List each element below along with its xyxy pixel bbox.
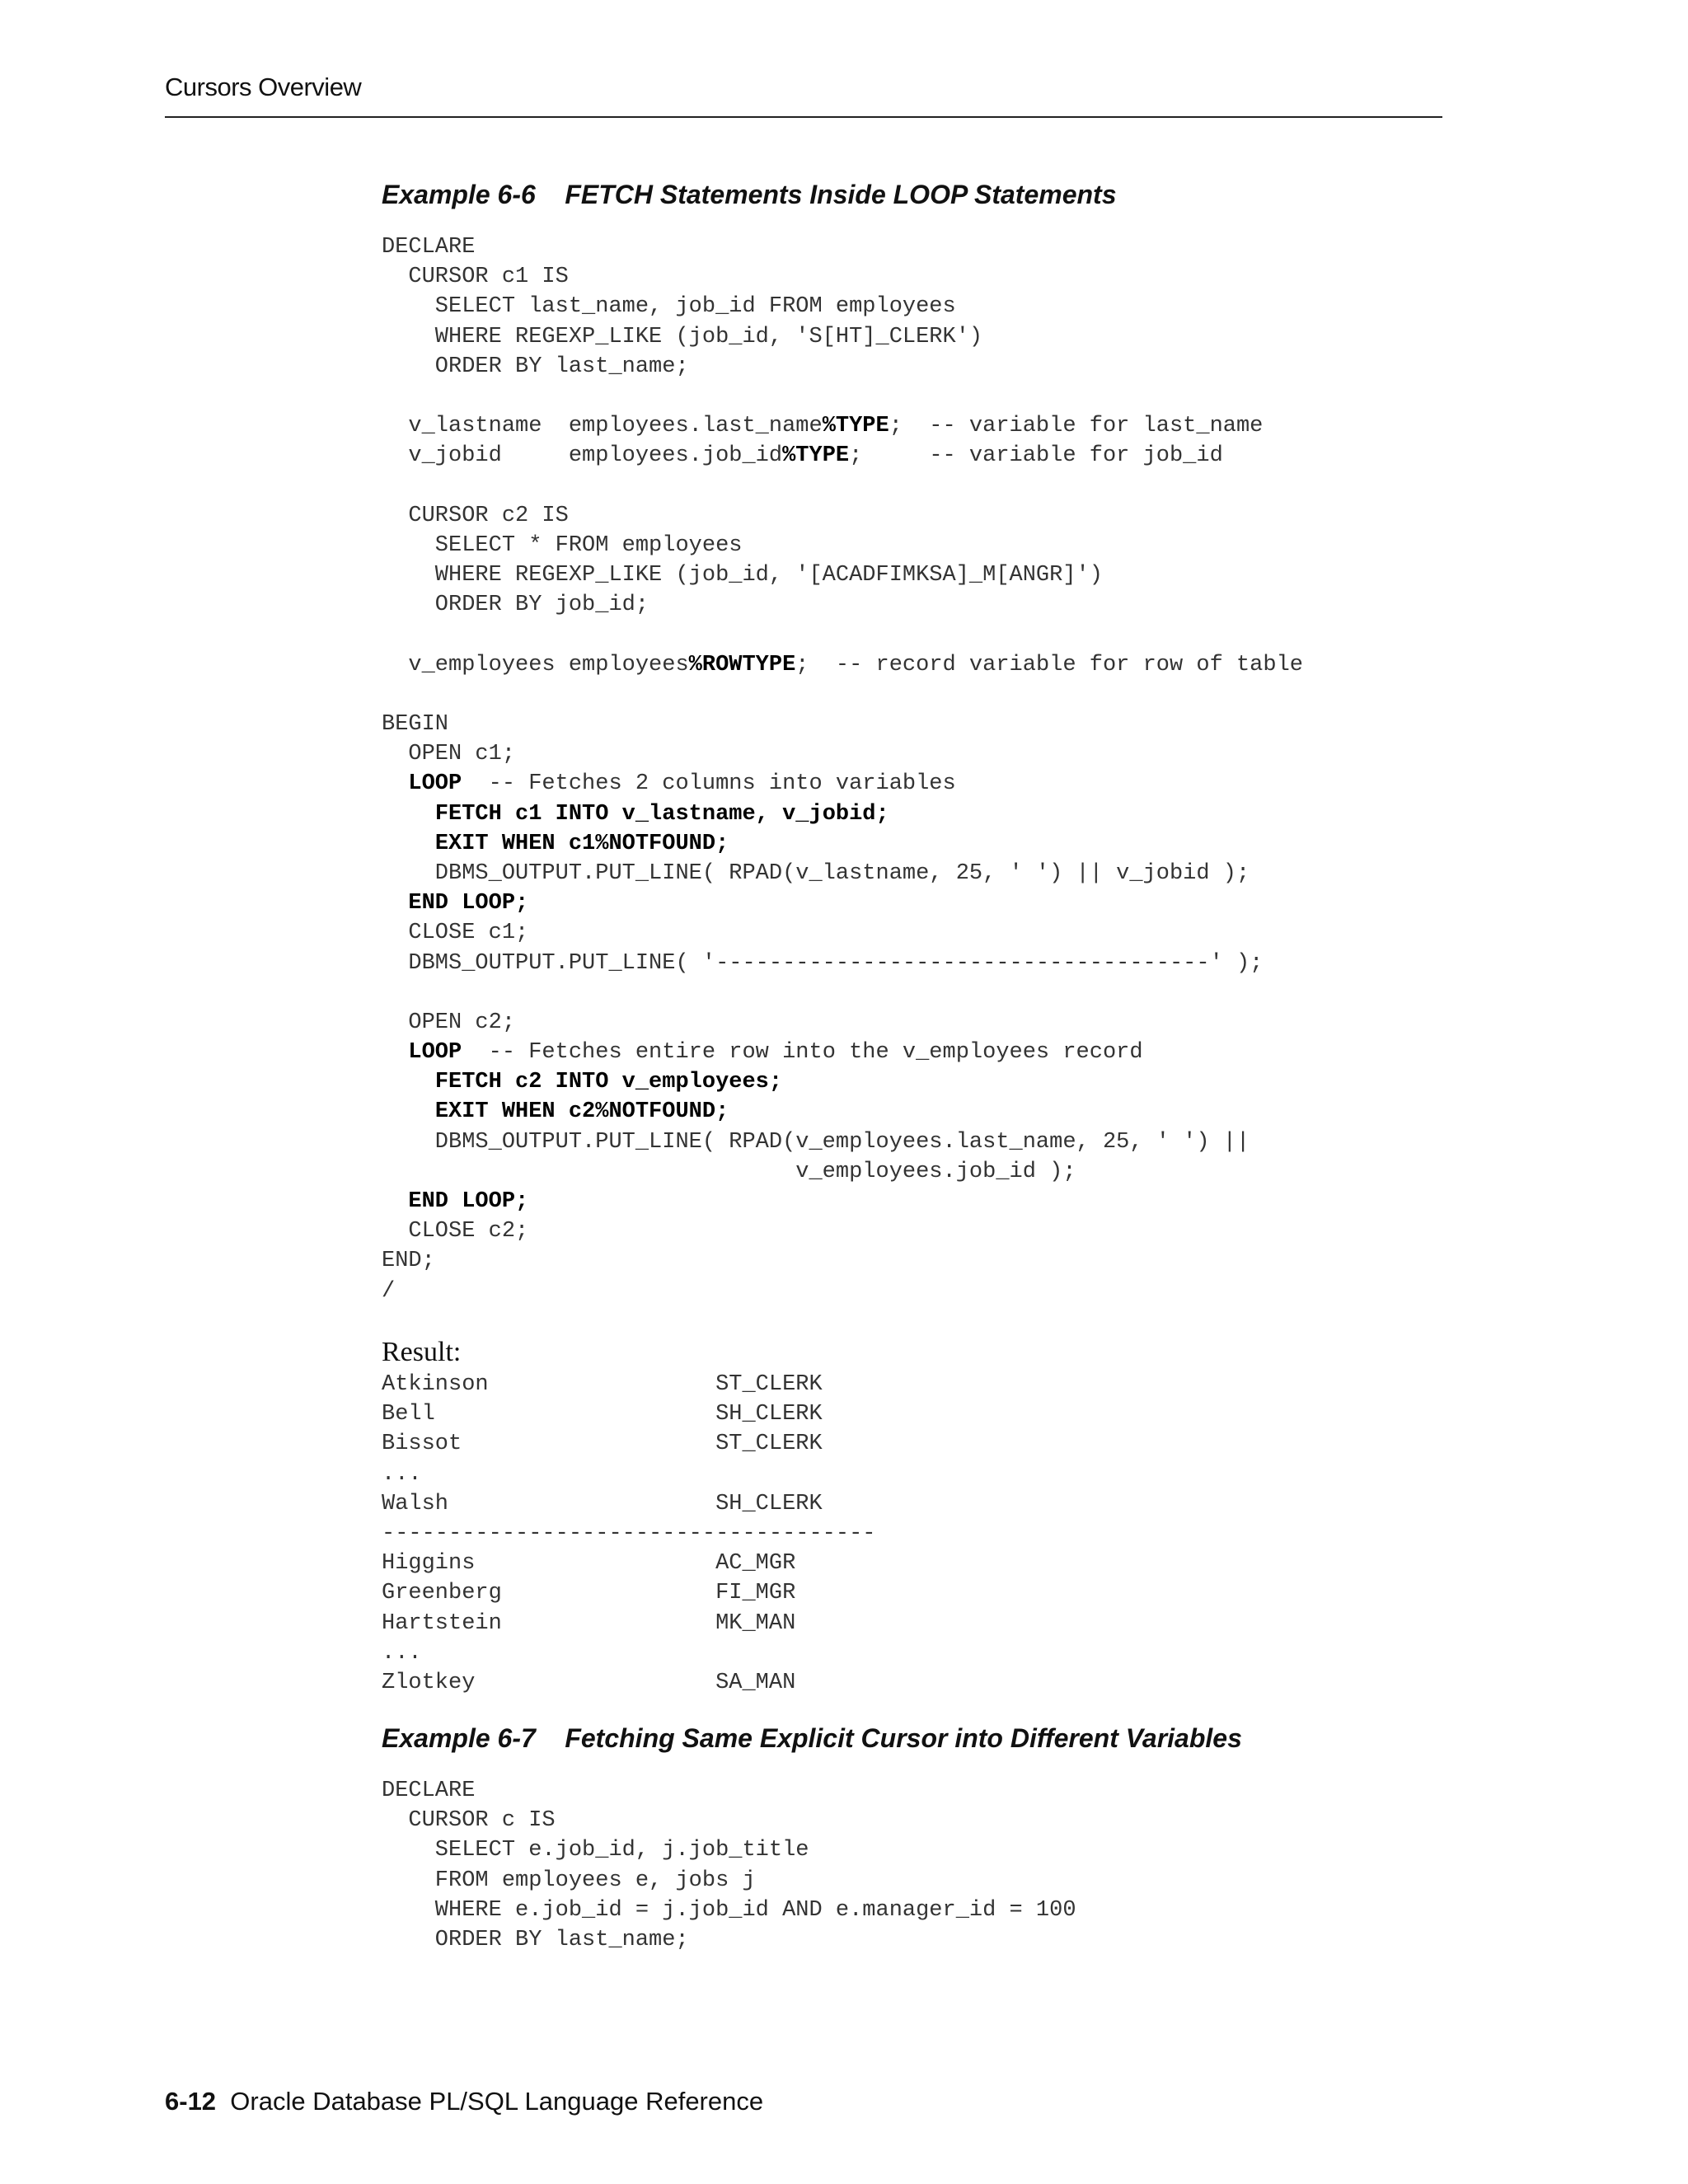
code-text: ORDER BY last_name; bbox=[382, 354, 689, 379]
code-text: BEGIN bbox=[382, 712, 449, 737]
code-line bbox=[382, 739, 1303, 769]
code-line bbox=[382, 352, 1303, 382]
code-text: ; -- variable for job_id bbox=[849, 443, 1223, 469]
result-line: Bissot ST_CLERK bbox=[382, 1432, 823, 1457]
example-6-7-title bbox=[382, 1723, 1242, 1754]
code-text: -- Fetches entire row into the v_employees record bbox=[462, 1040, 1143, 1066]
code-text: OPEN c1; bbox=[382, 742, 516, 767]
code-text: v_employees.job_id ); bbox=[382, 1159, 1076, 1184]
code-text: DBMS_OUTPUT.PUT_LINE( '-------------------------------------' ); bbox=[382, 950, 1264, 976]
code-text: END; bbox=[382, 1249, 435, 1274]
example-6-6-label: Example 6-6 bbox=[382, 180, 536, 209]
code-text bbox=[382, 802, 435, 827]
code-line bbox=[382, 441, 1303, 471]
code-line bbox=[382, 799, 1303, 829]
header-rule bbox=[165, 116, 1442, 118]
result-line: Hartstein MK_MAN bbox=[382, 1610, 796, 1636]
result-line: ... bbox=[382, 1461, 422, 1487]
code-text: DBMS_OUTPUT.PUT_LINE( RPAD(v_lastname, 25, ' ') || v_jobid ); bbox=[382, 860, 1250, 886]
code-keyword: %ROWTYPE bbox=[688, 652, 796, 677]
example-6-7-caption: Fetching Same Explicit Cursor into Different Variables bbox=[565, 1723, 1242, 1753]
code-line bbox=[382, 1277, 1303, 1306]
code-keyword: EXIT WHEN c2%NOTFOUND; bbox=[434, 1099, 729, 1125]
code-text: SELECT last_name, job_id FROM employees bbox=[382, 294, 956, 320]
result-line: Bell SH_CLERK bbox=[382, 1402, 823, 1427]
code-text bbox=[382, 832, 435, 856]
code-line: ORDER BY last_name; bbox=[382, 1927, 689, 1952]
code-line: WHERE e.job_id = j.job_id AND e.manager_id = 100 bbox=[382, 1897, 1076, 1923]
code-text bbox=[382, 1040, 408, 1065]
code-text: WHERE REGEXP_LIKE (job_id, 'S[HT]_CLERK') bbox=[382, 324, 983, 349]
code-text: v_employees employees bbox=[382, 652, 689, 677]
code-line bbox=[382, 322, 1303, 352]
code-keyword: EXIT WHEN c1%NOTFOUND; bbox=[434, 831, 729, 856]
code-keyword: FETCH c1 INTO v_lastname, v_jobid; bbox=[434, 801, 889, 827]
book-title: Oracle Database PL/SQL Language Reference bbox=[230, 2087, 764, 2116]
code-keyword: LOOP bbox=[408, 1040, 462, 1066]
code-line bbox=[382, 1216, 1303, 1246]
code-line: SELECT e.job_id, j.job_title bbox=[382, 1838, 809, 1863]
code-text: v_jobid employees.job_id bbox=[382, 443, 783, 469]
code-line bbox=[382, 1067, 1303, 1097]
code-line bbox=[382, 1127, 1303, 1157]
code-line bbox=[382, 769, 1303, 799]
code-line bbox=[382, 650, 1303, 680]
code-text: ORDER BY job_id; bbox=[382, 593, 649, 618]
code-line bbox=[382, 859, 1303, 888]
code-line bbox=[382, 949, 1303, 978]
code-keyword: END LOOP; bbox=[408, 1189, 529, 1214]
running-header: Cursors Overview bbox=[165, 73, 362, 101]
code-keyword: END LOOP; bbox=[408, 891, 529, 916]
code-text bbox=[382, 891, 408, 916]
result-line: ------------------------------------- bbox=[382, 1521, 876, 1546]
code-line: FROM employees e, jobs j bbox=[382, 1868, 756, 1893]
code-line bbox=[382, 978, 1303, 1008]
code-text: DBMS_OUTPUT.PUT_LINE( RPAD(v_employees.last_name, 25, ' ') || bbox=[382, 1129, 1250, 1155]
code-text: WHERE REGEXP_LIKE (job_id, '[ACADFIMKSA]_M[ANGR]') bbox=[382, 563, 1103, 588]
code-text: ; -- variable for last_name bbox=[889, 414, 1264, 439]
code-block-example-6-7 bbox=[382, 1776, 1076, 1955]
page-number: 6-12 bbox=[165, 2087, 217, 2116]
code-line bbox=[382, 560, 1303, 590]
code-line bbox=[382, 1157, 1303, 1187]
code-keyword: %TYPE bbox=[782, 443, 850, 469]
code-line: DECLARE bbox=[382, 1779, 476, 1803]
code-keyword: FETCH c2 INTO v_employees; bbox=[434, 1070, 783, 1095]
example-6-7-label: Example 6-7 bbox=[382, 1723, 536, 1753]
result-line: Higgins AC_MGR bbox=[382, 1551, 796, 1577]
code-line: CURSOR c IS bbox=[382, 1808, 556, 1834]
result-line: Atkinson ST_CLERK bbox=[382, 1372, 823, 1397]
code-line bbox=[382, 1097, 1303, 1127]
code-line bbox=[382, 1246, 1303, 1276]
page-footer bbox=[165, 2087, 763, 2116]
code-line bbox=[382, 262, 1303, 292]
code-text: SELECT * FROM employees bbox=[382, 532, 743, 558]
code-line bbox=[382, 680, 1303, 710]
code-line bbox=[382, 292, 1303, 321]
code-line bbox=[382, 918, 1303, 948]
code-text: CURSOR c1 IS bbox=[382, 265, 569, 290]
code-text bbox=[382, 771, 408, 796]
code-line bbox=[382, 620, 1303, 649]
code-line bbox=[382, 1187, 1303, 1216]
code-line bbox=[382, 590, 1303, 620]
code-line bbox=[382, 411, 1303, 441]
code-line bbox=[382, 501, 1303, 531]
code-line bbox=[382, 232, 1303, 262]
code-block-example-6-6 bbox=[382, 232, 1303, 1306]
code-text: DECLARE bbox=[382, 235, 476, 260]
code-text: ; -- record variable for row of table bbox=[795, 652, 1303, 677]
code-text: v_lastname employees.last_name bbox=[382, 414, 823, 439]
code-text bbox=[382, 1189, 408, 1214]
code-text: OPEN c2; bbox=[382, 1010, 516, 1035]
code-line bbox=[382, 888, 1303, 918]
result-output bbox=[382, 1370, 876, 1698]
result-line: ... bbox=[382, 1640, 422, 1666]
result-line: Walsh SH_CLERK bbox=[382, 1491, 823, 1516]
result-label: Result: bbox=[382, 1337, 462, 1367]
code-line bbox=[382, 710, 1303, 739]
code-text: CLOSE c2; bbox=[382, 1219, 529, 1244]
example-6-6-title bbox=[382, 180, 1117, 210]
code-text bbox=[382, 1070, 435, 1094]
code-keyword: LOOP bbox=[408, 771, 462, 797]
code-text: / bbox=[382, 1278, 396, 1304]
code-line bbox=[382, 829, 1303, 859]
code-line bbox=[382, 1008, 1303, 1038]
code-text bbox=[382, 1099, 435, 1124]
result-line: Greenberg FI_MGR bbox=[382, 1581, 796, 1606]
code-text: -- Fetches 2 columns into variables bbox=[462, 771, 956, 797]
result-line: Zlotkey SA_MAN bbox=[382, 1670, 796, 1695]
code-line bbox=[382, 471, 1303, 501]
example-6-6-caption: FETCH Statements Inside LOOP Statements bbox=[565, 180, 1117, 209]
code-line bbox=[382, 531, 1303, 560]
code-line bbox=[382, 382, 1303, 411]
code-keyword: %TYPE bbox=[822, 414, 889, 439]
code-line bbox=[382, 1038, 1303, 1067]
code-text: CURSOR c2 IS bbox=[382, 503, 569, 528]
code-text: CLOSE c1; bbox=[382, 921, 529, 946]
